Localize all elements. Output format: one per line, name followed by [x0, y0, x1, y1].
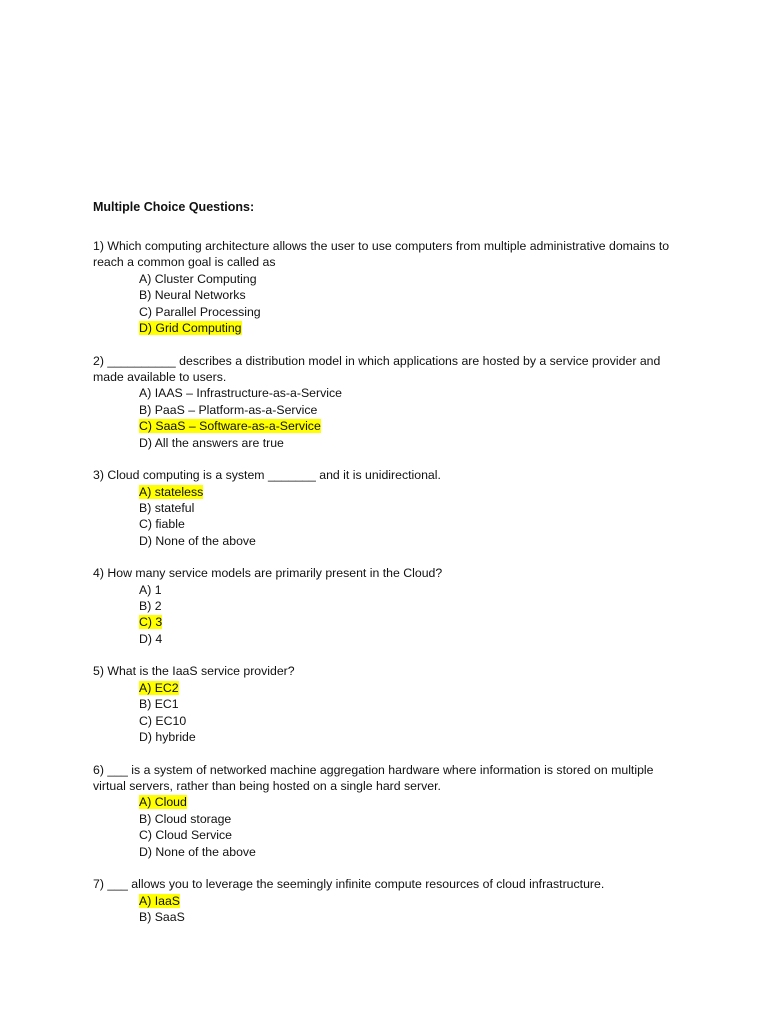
question-4: [93, 565, 683, 647]
answer-option: [139, 729, 683, 745]
section-heading: Multiple Choice Questions:: [93, 200, 255, 214]
question-text: 7) ___ allows you to leverage the seemingly infinite compute resources of cloud infrastructure.: [93, 877, 605, 892]
answer-option: [139, 418, 683, 434]
question-text: 5) What is the IaaS service provider?: [93, 664, 295, 679]
answer-options: [93, 484, 683, 550]
question-3: [93, 467, 683, 549]
answer-label: D) All the answers are true: [139, 435, 284, 450]
answer-label: C) Parallel Processing: [139, 304, 261, 319]
answer-label: B) Cloud storage: [139, 811, 232, 826]
answer-option: [139, 484, 683, 500]
question-6: [93, 762, 683, 860]
question-5: [93, 663, 683, 745]
answer-option: [139, 680, 683, 696]
answer-option: [139, 827, 683, 843]
answer-label: D) None of the above: [139, 844, 256, 859]
answer-label: D) 4: [139, 631, 163, 646]
answer-options: [93, 680, 683, 746]
highlighted-answer: A) Cloud: [139, 795, 187, 810]
highlighted-answer: C) SaaS – Software-as-a-Service: [139, 419, 321, 434]
question-2: [93, 353, 683, 451]
question-list: [93, 238, 683, 942]
answer-option: [139, 435, 683, 451]
answer-label: C) fiable: [139, 517, 185, 532]
highlighted-answer: A) EC2: [139, 680, 179, 695]
answer-options: [93, 385, 683, 451]
answer-label: B) PaaS – Platform-as-a-Service: [139, 402, 318, 417]
question-1: [93, 238, 683, 336]
answer-label: A) Cluster Computing: [139, 271, 257, 286]
answer-option: [139, 696, 683, 712]
answer-option: [139, 533, 683, 549]
answer-label: B) Neural Networks: [139, 288, 246, 303]
question-text: 6) ___ is a system of networked machine aggregation hardware where information is stored on multiple virtual servers, rather than being hosted on a single hard server.: [93, 762, 654, 793]
answer-options: [93, 794, 683, 860]
answer-label: C) Cloud Service: [139, 828, 232, 843]
question-text: 2) __________ describes a distribution model in which applications are hosted by a service provider and made available to users.: [93, 353, 661, 384]
answer-option: [139, 271, 683, 287]
answer-option: [139, 500, 683, 516]
answer-options: [93, 893, 683, 926]
answer-option: [139, 516, 683, 532]
answer-label: D) hybride: [139, 730, 196, 745]
answer-option: [139, 909, 683, 925]
highlighted-answer: A) stateless: [139, 484, 204, 499]
question-text: 4) How many service models are primarily present in the Cloud?: [93, 566, 443, 581]
answer-option: [139, 582, 683, 598]
highlighted-answer: D) Grid Computing: [139, 320, 242, 335]
answer-option: [139, 811, 683, 827]
answer-option: [139, 631, 683, 647]
answer-option: [139, 385, 683, 401]
answer-label: B) EC1: [139, 697, 179, 712]
answer-label: A) 1: [139, 582, 162, 597]
answer-option: [139, 320, 683, 336]
answer-label: B) 2: [139, 599, 162, 614]
answer-label: D) None of the above: [139, 533, 256, 548]
answer-option: [139, 287, 683, 303]
answer-option: [139, 402, 683, 418]
question-text: 1) Which computing architecture allows the user to use computers from multiple administrative domains to reach a common goal is called as: [93, 239, 670, 270]
answer-option: [139, 794, 683, 810]
answer-options: [93, 271, 683, 337]
answer-label: B) SaaS: [139, 909, 185, 924]
answer-option: [139, 844, 683, 860]
answer-option: [139, 614, 683, 630]
question-text: 3) Cloud computing is a system _______ and it is unidirectional.: [93, 468, 441, 483]
answer-option: [139, 893, 683, 909]
answer-option: [139, 304, 683, 320]
answer-option: [139, 598, 683, 614]
answer-options: [93, 582, 683, 648]
highlighted-answer: A) IaaS: [139, 893, 181, 908]
answer-option: [139, 713, 683, 729]
answer-label: C) EC10: [139, 713, 187, 728]
question-7: [93, 876, 683, 925]
answer-label: B) stateful: [139, 500, 195, 515]
highlighted-answer: C) 3: [139, 615, 163, 630]
answer-label: A) IAAS – Infrastructure-as-a-Service: [139, 386, 342, 401]
